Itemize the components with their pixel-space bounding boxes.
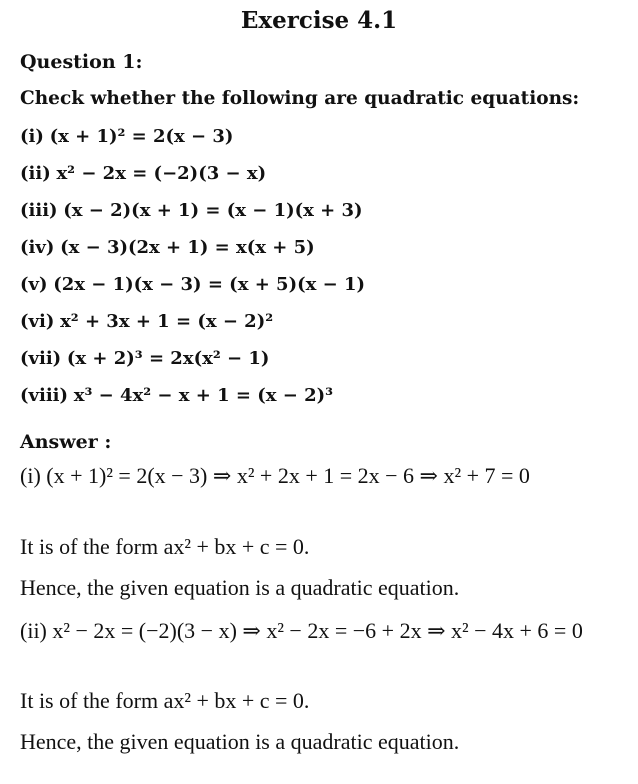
item-equation: (x + 1)² = 2(x − 3) (49, 126, 234, 147)
question-list (20, 122, 365, 418)
item-equation: (x − 2)(x + 1) = (x − 1)(x + 3) (63, 200, 363, 221)
question-item-i (20, 122, 365, 159)
answer-line-ii-solution: (ii) x² − 2x = (−2)(3 − x) ⇒ x² − 2x = −6 + 2x ⇒ x² − 4x + 6 = 0 (20, 618, 583, 643)
item-equation: x³ − 4x² − x + 1 = (x − 2)³ (73, 385, 334, 406)
question-item-v (20, 270, 365, 307)
answer-line-ii-form: It is of the form ax² + bx + c = 0. (20, 688, 310, 713)
item-number: (ii) (20, 163, 51, 184)
question-item-viii (20, 381, 365, 418)
item-number: (iii) (20, 200, 58, 221)
item-number: (vii) (20, 348, 62, 369)
item-equation: (2x − 1)(x − 3) = (x + 5)(x − 1) (53, 274, 365, 295)
item-number: (vi) (20, 311, 55, 332)
question-item-ii (20, 159, 365, 196)
question-prompt: Check whether the following are quadratic equations: (20, 88, 580, 109)
question-item-iv (20, 233, 365, 270)
item-equation: x² + 3x + 1 = (x − 2)² (60, 311, 274, 332)
question-item-vii (20, 344, 365, 381)
question-heading: Question 1: (20, 51, 143, 73)
answer-heading: Answer : (20, 431, 112, 453)
answer-line-i-form: It is of the form ax² + bx + c = 0. (20, 534, 310, 559)
question-item-vi (20, 307, 365, 344)
item-number: (v) (20, 274, 48, 295)
answer-line-i-conclusion: Hence, the given equation is a quadratic equation. (20, 575, 460, 600)
exercise-title: Exercise 4.1 (240, 7, 398, 34)
item-equation: (x − 3)(2x + 1) = x(x + 5) (60, 237, 315, 258)
item-number: (iv) (20, 237, 55, 258)
item-equation: x² − 2x = (−2)(3 − x) (56, 163, 267, 184)
answer-line-i-solution: (i) (x + 1)² = 2(x − 3) ⇒ x² + 2x + 1 = 2x − 6 ⇒ x² + 7 = 0 (20, 463, 530, 488)
item-equation: (x + 2)³ = 2x(x² − 1) (66, 348, 270, 369)
question-item-iii (20, 196, 365, 233)
item-number: (i) (20, 126, 44, 147)
item-number: (viii) (20, 385, 69, 406)
answer-line-ii-conclusion: Hence, the given equation is a quadratic equation. (20, 729, 460, 754)
